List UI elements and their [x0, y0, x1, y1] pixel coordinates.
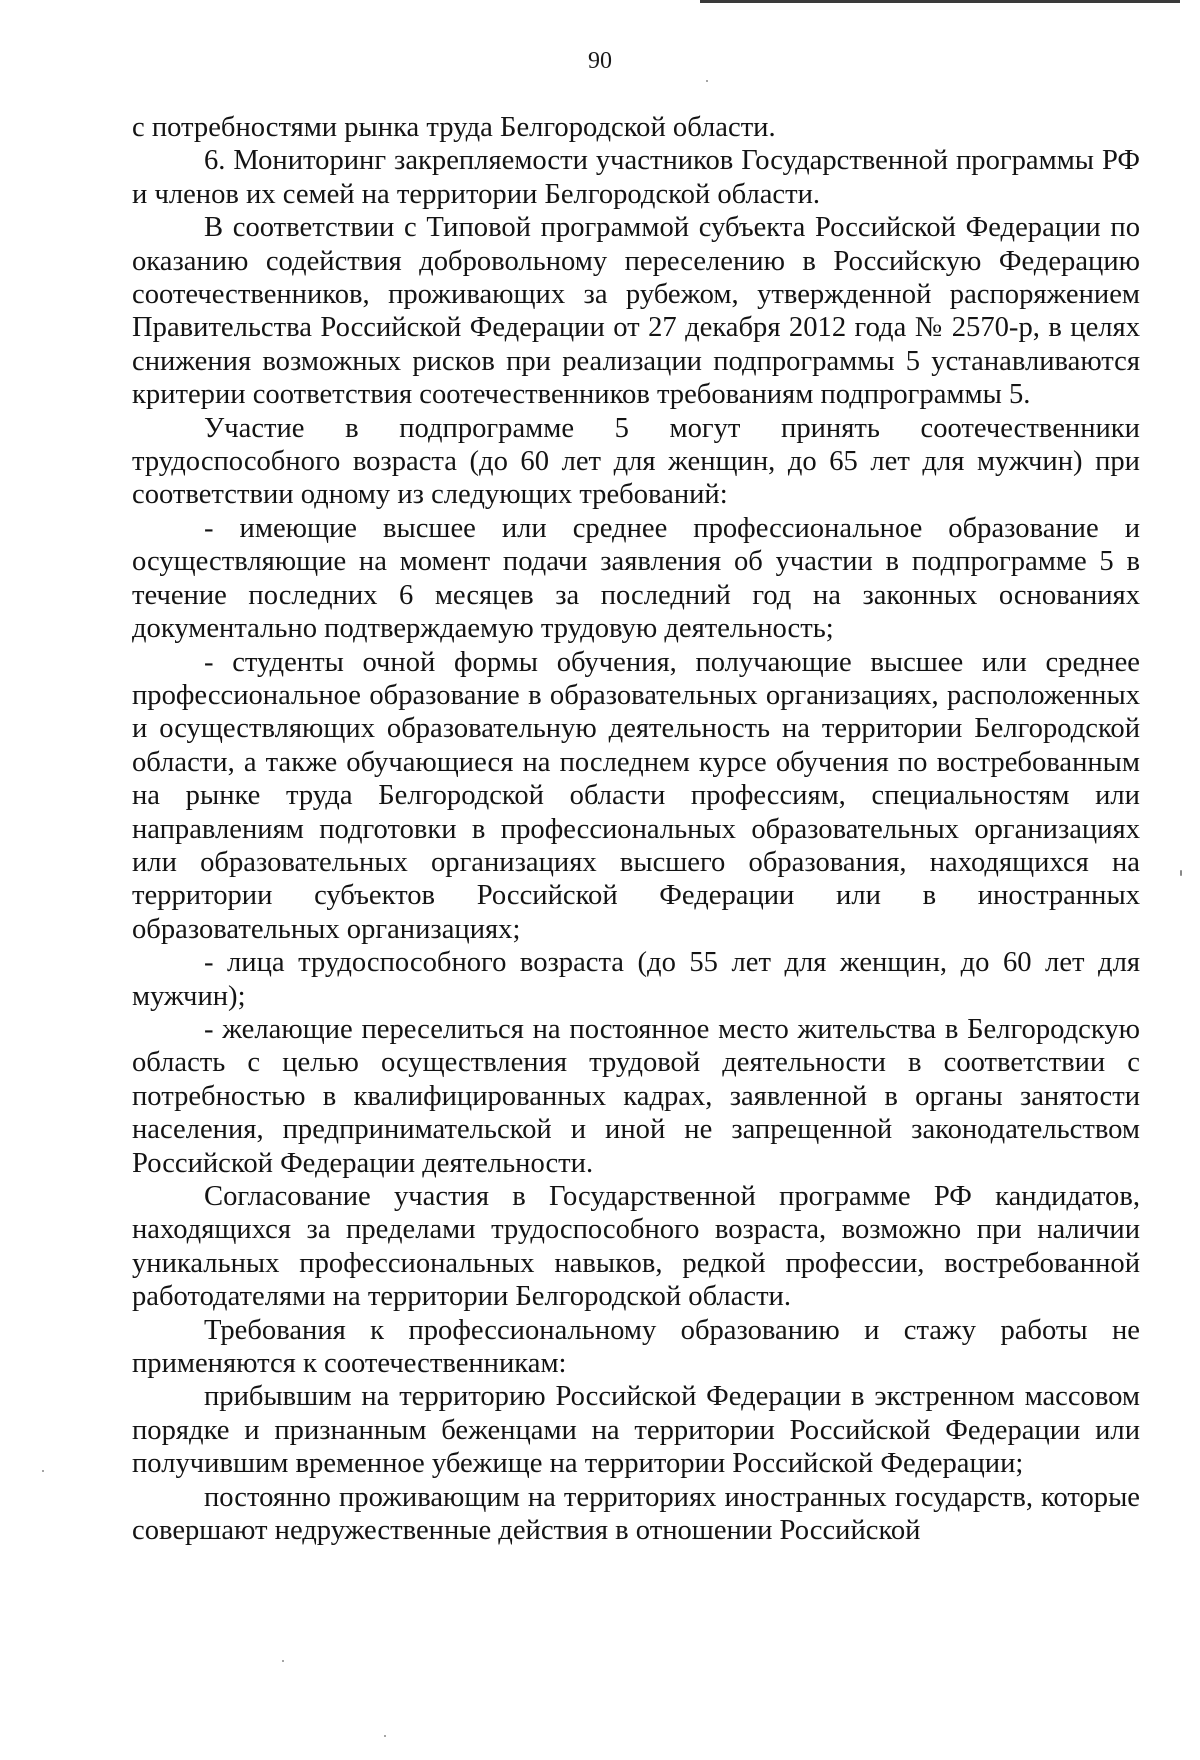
scan-speck: [1180, 870, 1182, 876]
paragraph: - желающие переселиться на постоянное место жительства в Белгородскую область с целью осуществления трудовой деятельности в соответствии с потребностью в квалифицированных кадрах, заявленной в органы занятости населения, предпринимательской и иной не запрещенной законодательством Российской Федерации деятельности.: [132, 1013, 1140, 1179]
scan-speck: [282, 1660, 284, 1662]
paragraph: - студенты очной формы обучения, получающие высшее или среднее профессиональное образование в образовательных организациях, расположенных и осуществляющих образовательную деятельность на территории Белгородской области, а также обучающиеся на последнем курсе обучения по востребованным на рынке труда Белгородской области профессиям, специальностям или направлениям подготовки в профессиональных образовательных организациях или образовательных организациях высшего образования, находящихся на территории субъектов Российской Федерации или в иностранных образовательных организациях;: [132, 646, 1140, 945]
paragraph: прибывшим на территорию Российской Федерации в экстренном массовом порядке и признанным беженцами на территории Российской Федерации или получившим временное убежище на территории Российской Федерации;: [132, 1381, 1140, 1480]
paragraph: Согласование участия в Государственной программе РФ кандидатов, находящихся за пределами трудоспособного возраста, возможно при наличии уникальных профессиональных навыков, редкой профессии, востребованной работодателями на территории Белгородской области.: [132, 1181, 1140, 1313]
page-number: 90: [588, 48, 612, 74]
scan-speck: [384, 1735, 386, 1737]
scan-top-edge: [700, 0, 1180, 3]
scan-speck: [42, 1470, 44, 1472]
paragraph: - имеющие высшее или среднее профессиональное образование и осуществляющие на момент подачи заявления об участии в подпрограмме 5 в течение последних 6 месяцев за последний год на законных основаниях документально подтверждаемую трудовую деятельность;: [132, 512, 1140, 645]
paragraph: 6. Мониторинг закрепляемости участников Государственной программы РФ и членов их семей на территории Белгородской области.: [132, 145, 1140, 210]
paragraph: В соответствии с Типовой программой субъекта Российской Федерации по оказанию содействия добровольному переселению в Российскую Федерацию соотечественников, проживающих за рубежом, утвержденной распоряжением Правительства Российской Федерации от 27 декабря 2012 года № 2570-р, в целях снижения возможных рисков при реализации подпрограммы 5 устанавливаются критерии соответствия соотечественников требованиям подпрограммы 5.: [132, 212, 1140, 411]
paragraph: Требования к профессиональному образованию и стажу работы не применяются к соотечественникам:: [132, 1314, 1140, 1380]
page-body: [132, 111, 1140, 1547]
scan-speck: [706, 80, 708, 82]
paragraph: - лица трудоспособного возраста (до 55 лет для женщин, до 60 лет для мужчин);: [132, 947, 1140, 1012]
paragraph: постоянно проживающим на территориях иностранных государств, которые совершают недружественные действия в отношении Российской: [132, 1481, 1140, 1547]
paragraph: с потребностями рынка труда Белгородской области.: [132, 112, 776, 143]
paragraph: Участие в подпрограмме 5 могут принять соотечественники трудоспособного возраста (до 60 лет для женщин, до 65 лет для мужчин) при соответствии одному из следующих требований:: [132, 412, 1140, 511]
